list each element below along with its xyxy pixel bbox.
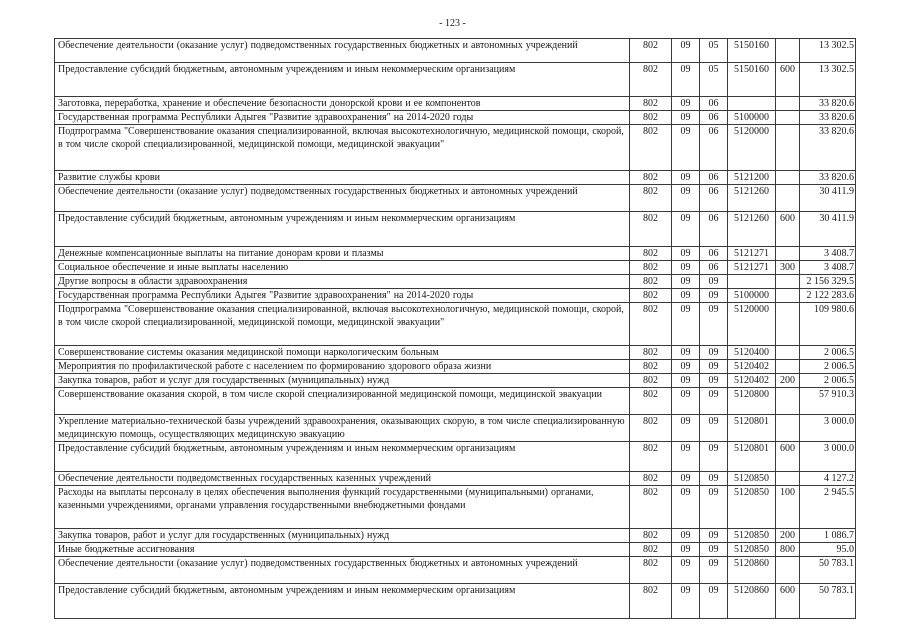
cell-section: 09: [672, 63, 700, 97]
cell-amount: 13 302.5: [800, 63, 856, 97]
cell-subsection: 06: [700, 171, 728, 185]
cell-section: 09: [672, 486, 700, 529]
cell-expense-type: 100: [776, 486, 800, 529]
cell-subsection: 09: [700, 289, 728, 303]
cell-expense-type: [776, 247, 800, 261]
cell-target-article: 5120000: [728, 303, 776, 346]
cell-target-article: 5120000: [728, 125, 776, 171]
table-row: [55, 557, 856, 584]
cell-ministry: 802: [630, 557, 672, 584]
table-row: [55, 125, 856, 171]
cell-name: Социальное обеспечение и иные выплаты населению: [55, 261, 630, 275]
cell-name: Совершенствование системы оказания медицинской помощи наркологическим больным: [55, 346, 630, 360]
cell-ministry: 802: [630, 472, 672, 486]
cell-amount: 2 156 329.5: [800, 275, 856, 289]
cell-subsection: 09: [700, 303, 728, 346]
cell-amount: 3 408.7: [800, 247, 856, 261]
cell-amount: 13 302.5: [800, 39, 856, 63]
cell-ministry: 802: [630, 39, 672, 63]
cell-name: Укрепление материально-технической базы учреждений здравоохранения, оказывающих скорую, в том числе специализированную медицинскую помощь, осуществляющих медицинскую эвакуацию: [55, 415, 630, 442]
cell-target-article: 5120860: [728, 557, 776, 584]
cell-amount: 2 006.5: [800, 346, 856, 360]
table-row: [55, 584, 856, 619]
cell-expense-type: 600: [776, 63, 800, 97]
cell-expense-type: [776, 275, 800, 289]
table-row: [55, 374, 856, 388]
cell-name: Государственная программа Республики Адыгея "Развитие здравоохранения" на 2014-2020 годы: [55, 111, 630, 125]
cell-target-article: 5121271: [728, 247, 776, 261]
cell-ministry: 802: [630, 289, 672, 303]
cell-amount: 109 980.6: [800, 303, 856, 346]
table-row: [55, 111, 856, 125]
cell-target-article: 5121260: [728, 212, 776, 247]
cell-expense-type: 600: [776, 212, 800, 247]
cell-target-article: 5121200: [728, 171, 776, 185]
cell-expense-type: 300: [776, 261, 800, 275]
cell-name: Подпрограмма "Совершенствование оказания специализированной, включая высокотехнологичную, медицинской помощи, скорой, в том числе скорой специализированной, медицинской помощи, медицинской эвакуации": [55, 125, 630, 171]
cell-expense-type: [776, 388, 800, 415]
cell-subsection: 06: [700, 97, 728, 111]
cell-ministry: 802: [630, 185, 672, 212]
cell-subsection: 06: [700, 261, 728, 275]
cell-name: Предоставление субсидий бюджетным, автономным учреждениям и иным некоммерческим организациям: [55, 442, 630, 472]
cell-name: Денежные компенсационные выплаты на питание донорам крови и плазмы: [55, 247, 630, 261]
cell-expense-type: [776, 39, 800, 63]
table-row: [55, 415, 856, 442]
cell-amount: 3 000.0: [800, 415, 856, 442]
cell-section: 09: [672, 97, 700, 111]
cell-name: Иные бюджетные ассигнования: [55, 543, 630, 557]
cell-name: Закупка товаров, работ и услуг для государственных (муниципальных) нужд: [55, 529, 630, 543]
cell-subsection: 05: [700, 63, 728, 97]
cell-ministry: 802: [630, 212, 672, 247]
cell-section: 09: [672, 388, 700, 415]
cell-section: 09: [672, 289, 700, 303]
table-row: [55, 275, 856, 289]
cell-ministry: 802: [630, 415, 672, 442]
cell-ministry: 802: [630, 442, 672, 472]
cell-target-article: 5120801: [728, 442, 776, 472]
cell-target-article: 5120801: [728, 415, 776, 442]
cell-section: 09: [672, 275, 700, 289]
cell-name: Обеспечение деятельности подведомственных государственных казенных учреждений: [55, 472, 630, 486]
cell-section: 09: [672, 415, 700, 442]
cell-name: Закупка товаров, работ и услуг для государственных (муниципальных) нужд: [55, 374, 630, 388]
cell-name: Предоставление субсидий бюджетным, автономным учреждениям и иным некоммерческим организациям: [55, 63, 630, 97]
cell-ministry: 802: [630, 171, 672, 185]
cell-amount: 4 127.2: [800, 472, 856, 486]
table-row: [55, 442, 856, 472]
cell-subsection: 09: [700, 543, 728, 557]
cell-name: Заготовка, переработка, хранение и обеспечение безопасности донорской крови и ее компонентов: [55, 97, 630, 111]
cell-amount: 2 945.5: [800, 486, 856, 529]
cell-expense-type: [776, 289, 800, 303]
cell-expense-type: [776, 97, 800, 111]
table-row: [55, 171, 856, 185]
table-row: [55, 303, 856, 346]
cell-expense-type: [776, 360, 800, 374]
cell-amount: 30 411.9: [800, 185, 856, 212]
cell-target-article: 5100000: [728, 111, 776, 125]
table-row: [55, 472, 856, 486]
page-number: - 123 -: [439, 18, 466, 29]
cell-expense-type: [776, 557, 800, 584]
cell-expense-type: [776, 171, 800, 185]
table-row: [55, 212, 856, 247]
cell-expense-type: [776, 346, 800, 360]
cell-expense-type: [776, 415, 800, 442]
cell-amount: 30 411.9: [800, 212, 856, 247]
cell-amount: 3 408.7: [800, 261, 856, 275]
cell-amount: 3 000.0: [800, 442, 856, 472]
cell-name: Мероприятия по профилактической работе с населением по формированию здорового образа жизни: [55, 360, 630, 374]
cell-name: Предоставление субсидий бюджетным, автономным учреждениям и иным некоммерческим организациям: [55, 212, 630, 247]
cell-name: Предоставление субсидий бюджетным, автономным учреждениям и иным некоммерческим организациям: [55, 584, 630, 619]
cell-section: 09: [672, 360, 700, 374]
cell-subsection: 09: [700, 275, 728, 289]
cell-subsection: 09: [700, 346, 728, 360]
cell-expense-type: 200: [776, 374, 800, 388]
cell-name: Расходы на выплаты персоналу в целях обеспечения выполнения функций государственными (муниципальными) органами, казенными учреждениями, органами управления государственными внебюджетными фондами: [55, 486, 630, 529]
cell-ministry: 802: [630, 374, 672, 388]
cell-section: 09: [672, 472, 700, 486]
cell-expense-type: [776, 472, 800, 486]
cell-subsection: 06: [700, 125, 728, 171]
cell-ministry: 802: [630, 388, 672, 415]
cell-section: 09: [672, 374, 700, 388]
cell-expense-type: 800: [776, 543, 800, 557]
cell-ministry: 802: [630, 125, 672, 171]
table-row: [55, 388, 856, 415]
cell-subsection: 06: [700, 185, 728, 212]
cell-subsection: 09: [700, 360, 728, 374]
cell-subsection: 06: [700, 111, 728, 125]
cell-subsection: 09: [700, 442, 728, 472]
cell-expense-type: [776, 125, 800, 171]
cell-name: Обеспечение деятельности (оказание услуг) подведомственных государственных бюджетных и автономных учреждений: [55, 39, 630, 63]
cell-section: 09: [672, 212, 700, 247]
cell-amount: 33 820.6: [800, 171, 856, 185]
cell-target-article: 5120850: [728, 529, 776, 543]
cell-expense-type: 200: [776, 529, 800, 543]
cell-section: 09: [672, 557, 700, 584]
cell-ministry: 802: [630, 584, 672, 619]
cell-subsection: 09: [700, 388, 728, 415]
cell-name: Развитие службы крови: [55, 171, 630, 185]
cell-target-article: 5120402: [728, 360, 776, 374]
cell-expense-type: 600: [776, 584, 800, 619]
table-row: [55, 261, 856, 275]
cell-target-article: 5120402: [728, 374, 776, 388]
cell-amount: 1 086.7: [800, 529, 856, 543]
cell-ministry: 802: [630, 486, 672, 529]
cell-section: 09: [672, 171, 700, 185]
cell-ministry: 802: [630, 360, 672, 374]
cell-subsection: 09: [700, 584, 728, 619]
cell-ministry: 802: [630, 543, 672, 557]
cell-name: Обеспечение деятельности (оказание услуг) подведомственных государственных бюджетных и автономных учреждений: [55, 185, 630, 212]
budget-table: [54, 38, 856, 619]
cell-amount: 33 820.6: [800, 125, 856, 171]
cell-ministry: 802: [630, 275, 672, 289]
cell-section: 09: [672, 39, 700, 63]
table-row: [55, 289, 856, 303]
cell-subsection: 09: [700, 529, 728, 543]
table-row: [55, 543, 856, 557]
cell-section: 09: [672, 185, 700, 212]
cell-subsection: 09: [700, 557, 728, 584]
cell-target-article: 5120400: [728, 346, 776, 360]
cell-name: Государственная программа Республики Адыгея "Развитие здравоохранения" на 2014-2020 годы: [55, 289, 630, 303]
cell-target-article: 5120850: [728, 472, 776, 486]
cell-amount: 50 783.1: [800, 557, 856, 584]
cell-subsection: 05: [700, 39, 728, 63]
cell-target-article: [728, 97, 776, 111]
cell-amount: 2 122 283.6: [800, 289, 856, 303]
cell-subsection: 09: [700, 415, 728, 442]
table-row: [55, 247, 856, 261]
cell-ministry: 802: [630, 111, 672, 125]
cell-target-article: 5150160: [728, 39, 776, 63]
cell-section: 09: [672, 346, 700, 360]
cell-name: Подпрограмма "Совершенствование оказания специализированной, включая высокотехнологичную, медицинской помощи, скорой, в том числе скорой специализированной, медицинской помощи, медицинской эвакуации": [55, 303, 630, 346]
table-row: [55, 185, 856, 212]
cell-section: 09: [672, 247, 700, 261]
table-row: [55, 360, 856, 374]
cell-target-article: [728, 275, 776, 289]
cell-expense-type: [776, 185, 800, 212]
table-row: [55, 346, 856, 360]
budget-table-body: [55, 39, 856, 619]
cell-section: 09: [672, 125, 700, 171]
cell-name: Совершенствование оказания скорой, в том числе скорой специализированной медицинской помощи, медицинской эвакуации: [55, 388, 630, 415]
cell-section: 09: [672, 442, 700, 472]
table-row: [55, 39, 856, 63]
table-row: [55, 97, 856, 111]
cell-ministry: 802: [630, 63, 672, 97]
cell-target-article: 5150160: [728, 63, 776, 97]
cell-amount: 2 006.5: [800, 360, 856, 374]
cell-expense-type: [776, 303, 800, 346]
cell-amount: 33 820.6: [800, 111, 856, 125]
cell-section: 09: [672, 529, 700, 543]
cell-subsection: 09: [700, 374, 728, 388]
cell-target-article: 5120860: [728, 584, 776, 619]
cell-target-article: 5121260: [728, 185, 776, 212]
cell-section: 09: [672, 543, 700, 557]
cell-amount: 95.0: [800, 543, 856, 557]
cell-name: Обеспечение деятельности (оказание услуг) подведомственных государственных бюджетных и автономных учреждений: [55, 557, 630, 584]
table-row: [55, 529, 856, 543]
cell-target-article: 5120850: [728, 543, 776, 557]
table-row: [55, 63, 856, 97]
cell-subsection: 06: [700, 247, 728, 261]
cell-amount: 2 006.5: [800, 374, 856, 388]
cell-ministry: 802: [630, 346, 672, 360]
table-row: [55, 486, 856, 529]
cell-target-article: 5120800: [728, 388, 776, 415]
cell-subsection: 06: [700, 212, 728, 247]
cell-subsection: 09: [700, 486, 728, 529]
cell-section: 09: [672, 584, 700, 619]
cell-amount: 50 783.1: [800, 584, 856, 619]
cell-ministry: 802: [630, 529, 672, 543]
cell-name: Другие вопросы в области здравоохранения: [55, 275, 630, 289]
cell-subsection: 09: [700, 472, 728, 486]
cell-section: 09: [672, 261, 700, 275]
cell-amount: 57 910.3: [800, 388, 856, 415]
cell-target-article: 5121271: [728, 261, 776, 275]
cell-section: 09: [672, 111, 700, 125]
cell-ministry: 802: [630, 303, 672, 346]
cell-amount: 33 820.6: [800, 97, 856, 111]
cell-expense-type: [776, 111, 800, 125]
cell-section: 09: [672, 303, 700, 346]
cell-expense-type: 600: [776, 442, 800, 472]
cell-ministry: 802: [630, 261, 672, 275]
cell-target-article: 5100000: [728, 289, 776, 303]
cell-ministry: 802: [630, 97, 672, 111]
cell-ministry: 802: [630, 247, 672, 261]
cell-target-article: 5120850: [728, 486, 776, 529]
